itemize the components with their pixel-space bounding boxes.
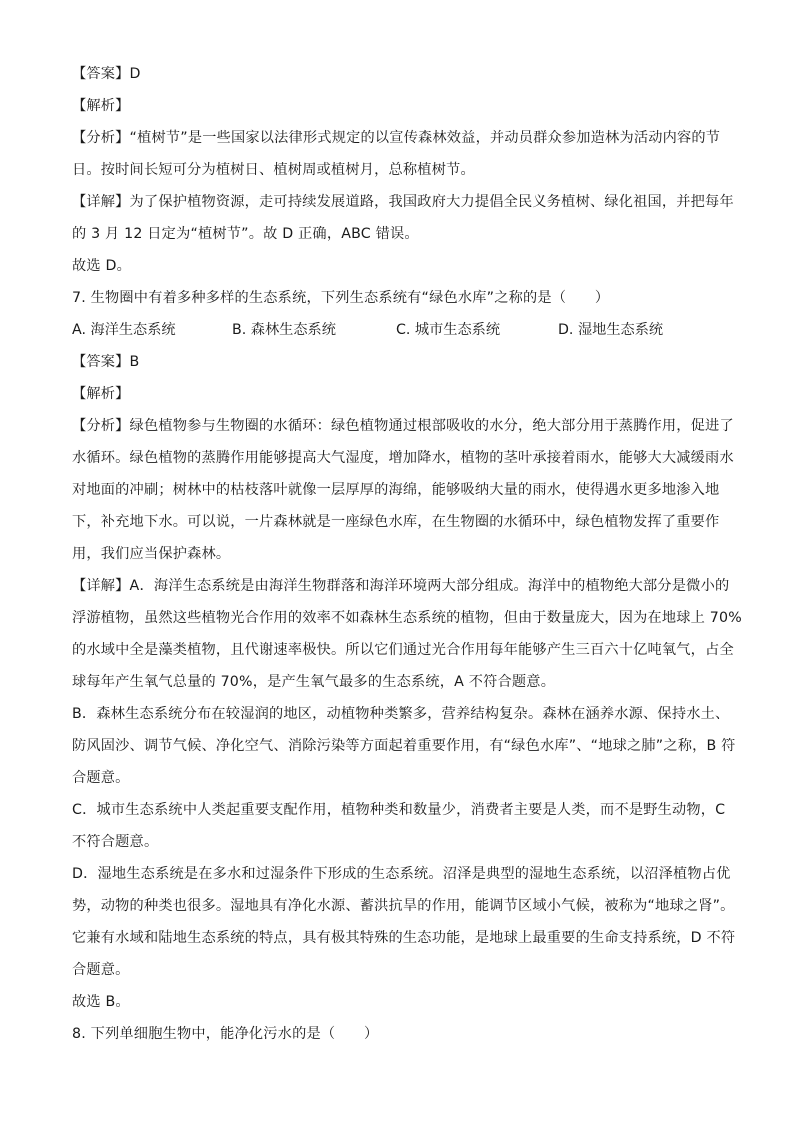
q6-fenxi <box>72 128 722 192</box>
q6-fenxi-line: 【分析】“植树节”是一些国家以法律形式规定的以宣传森林效益，并动员群众参加造林为活动内容的节 <box>72 130 721 146</box>
q6-conclusion: 故选 D。 <box>72 258 131 274</box>
q7-detail-d-line: 合题意。 <box>72 962 130 978</box>
q7-fenxi <box>72 416 734 576</box>
q7-detail-a <box>72 576 742 704</box>
q8-stem: 8. 下列单细胞生物中，能净化污水的是（ ） <box>72 1026 379 1042</box>
q7-stem: 7. 生物圈中有着多种多样的生态系统，下列生态系统有“绿色水库”之称的是（ ） <box>72 290 610 306</box>
document-page <box>72 64 742 1056</box>
q7-detail-c-line: C．城市生态系统中人类起重要支配作用，植物种类和数量少，消费者主要是人类，而不是野生动物，C <box>72 802 726 818</box>
q6-xiangjie-line: 的 3 月 12 日定为“植树节”。故 D 正确，ABC 错误。 <box>72 226 419 242</box>
q7-fenxi-line: 水循环。绿色植物的蒸腾作用能够提高大气湿度，增加降水，植物的茎叶承接着雨水，能够大大减缓雨水 <box>72 450 734 466</box>
q7-detail-b-line: 合题意。 <box>72 770 130 786</box>
q6-xiangjie-line: 【详解】为了保护植物资源，走可持续发展道路，我国政府大力提倡全民义务植树、绿化祖国，并把每年 <box>72 194 734 210</box>
q7-detail-d-line: D．湿地生态系统是在多水和过湿条件下形成的生态系统。沼泽是典型的湿地生态系统，以沼泽植物占优 <box>72 866 731 882</box>
q7-detail-d-line: 它兼有水域和陆地生态系统的特点，具有极其特殊的生态功能，是地球上最重要的生命支持系统，D 不符 <box>72 930 736 946</box>
q7-fenxi-line: 对地面的冲刷；树林中的枯枝落叶就像一层厚厚的海绵，能够吸纳大量的雨水，使得遇水更多地渗入地 <box>72 482 720 498</box>
q7-detail-c-line: 不符合题意。 <box>72 834 159 850</box>
q7-option-a: A. 海洋生态系统 <box>72 322 176 338</box>
q7-fenxi-line: 用，我们应当保护森林。 <box>72 546 231 562</box>
q6-xiangjie <box>72 192 734 256</box>
q7-options <box>72 320 722 352</box>
q7-detail-b <box>72 704 736 800</box>
q7-fenxi-line: 【分析】绿色植物参与生物圈的水循环：绿色植物通过根部吸收的水分，绝大部分用于蒸腾作用，促进了 <box>72 418 734 434</box>
q7-analysis-label: 【解析】 <box>72 386 130 402</box>
q7-option-d: D. 湿地生态系统 <box>558 322 664 338</box>
q7-option-c: C. 城市生态系统 <box>396 322 501 338</box>
q7-detail-a-line: 浮游植物，虽然这些植物光合作用的效率不如森林生态系统的植物，但由于数量庞大，因为在地球上 70% <box>72 610 742 626</box>
q6-answer: 【答案】D <box>72 66 141 82</box>
q7-option-b: B. 森林生态系统 <box>232 322 336 338</box>
q6-fenxi-line: 日。按时间长短可分为植树日、植树周或植树月，总称植树节。 <box>72 162 475 178</box>
q7-detail-a-line: 球每年产生氧气总量的 70%，是产生氧气最多的生态系统，A 不符合题意。 <box>72 674 556 690</box>
q7-detail-d <box>72 864 736 992</box>
q6-analysis-label: 【解析】 <box>72 98 130 114</box>
q7-detail-b-line: B．森林生态系统分布在较湿润的地区，动植物种类繁多，营养结构复杂。森林在涵养水源、保持水土、 <box>72 706 730 722</box>
q7-detail-a-line: 【详解】A．海洋生态系统是由海洋生物群落和海洋环境两大部分组成。海洋中的植物绝大部分是微小的 <box>72 578 730 594</box>
q7-answer: 【答案】B <box>72 354 140 370</box>
q7-detail-c <box>72 800 726 864</box>
q7-detail-b-line: 防风固沙、调节气候、净化空气、消除污染等方面起着重要作用，有“绿色水库”、“地球之肺”之称，B 符 <box>72 738 736 754</box>
q7-fenxi-line: 下，补充地下水。可以说，一片森林就是一座绿色水库，在生物圈的水循环中，绿色植物发挥了重要作 <box>72 514 720 530</box>
q7-detail-d-line: 势，动物的种类也很多。湿地具有净化水源、蓄洪抗旱的作用，能调节区域小气候，被称为“地球之肾”。 <box>72 898 735 914</box>
q7-detail-a-line: 的水域中全是藻类植物，且代谢速率极快。所以它们通过光合作用每年能够产生三百六十亿吨氧气，占全 <box>72 642 734 658</box>
q7-conclusion: 故选 B。 <box>72 994 130 1010</box>
